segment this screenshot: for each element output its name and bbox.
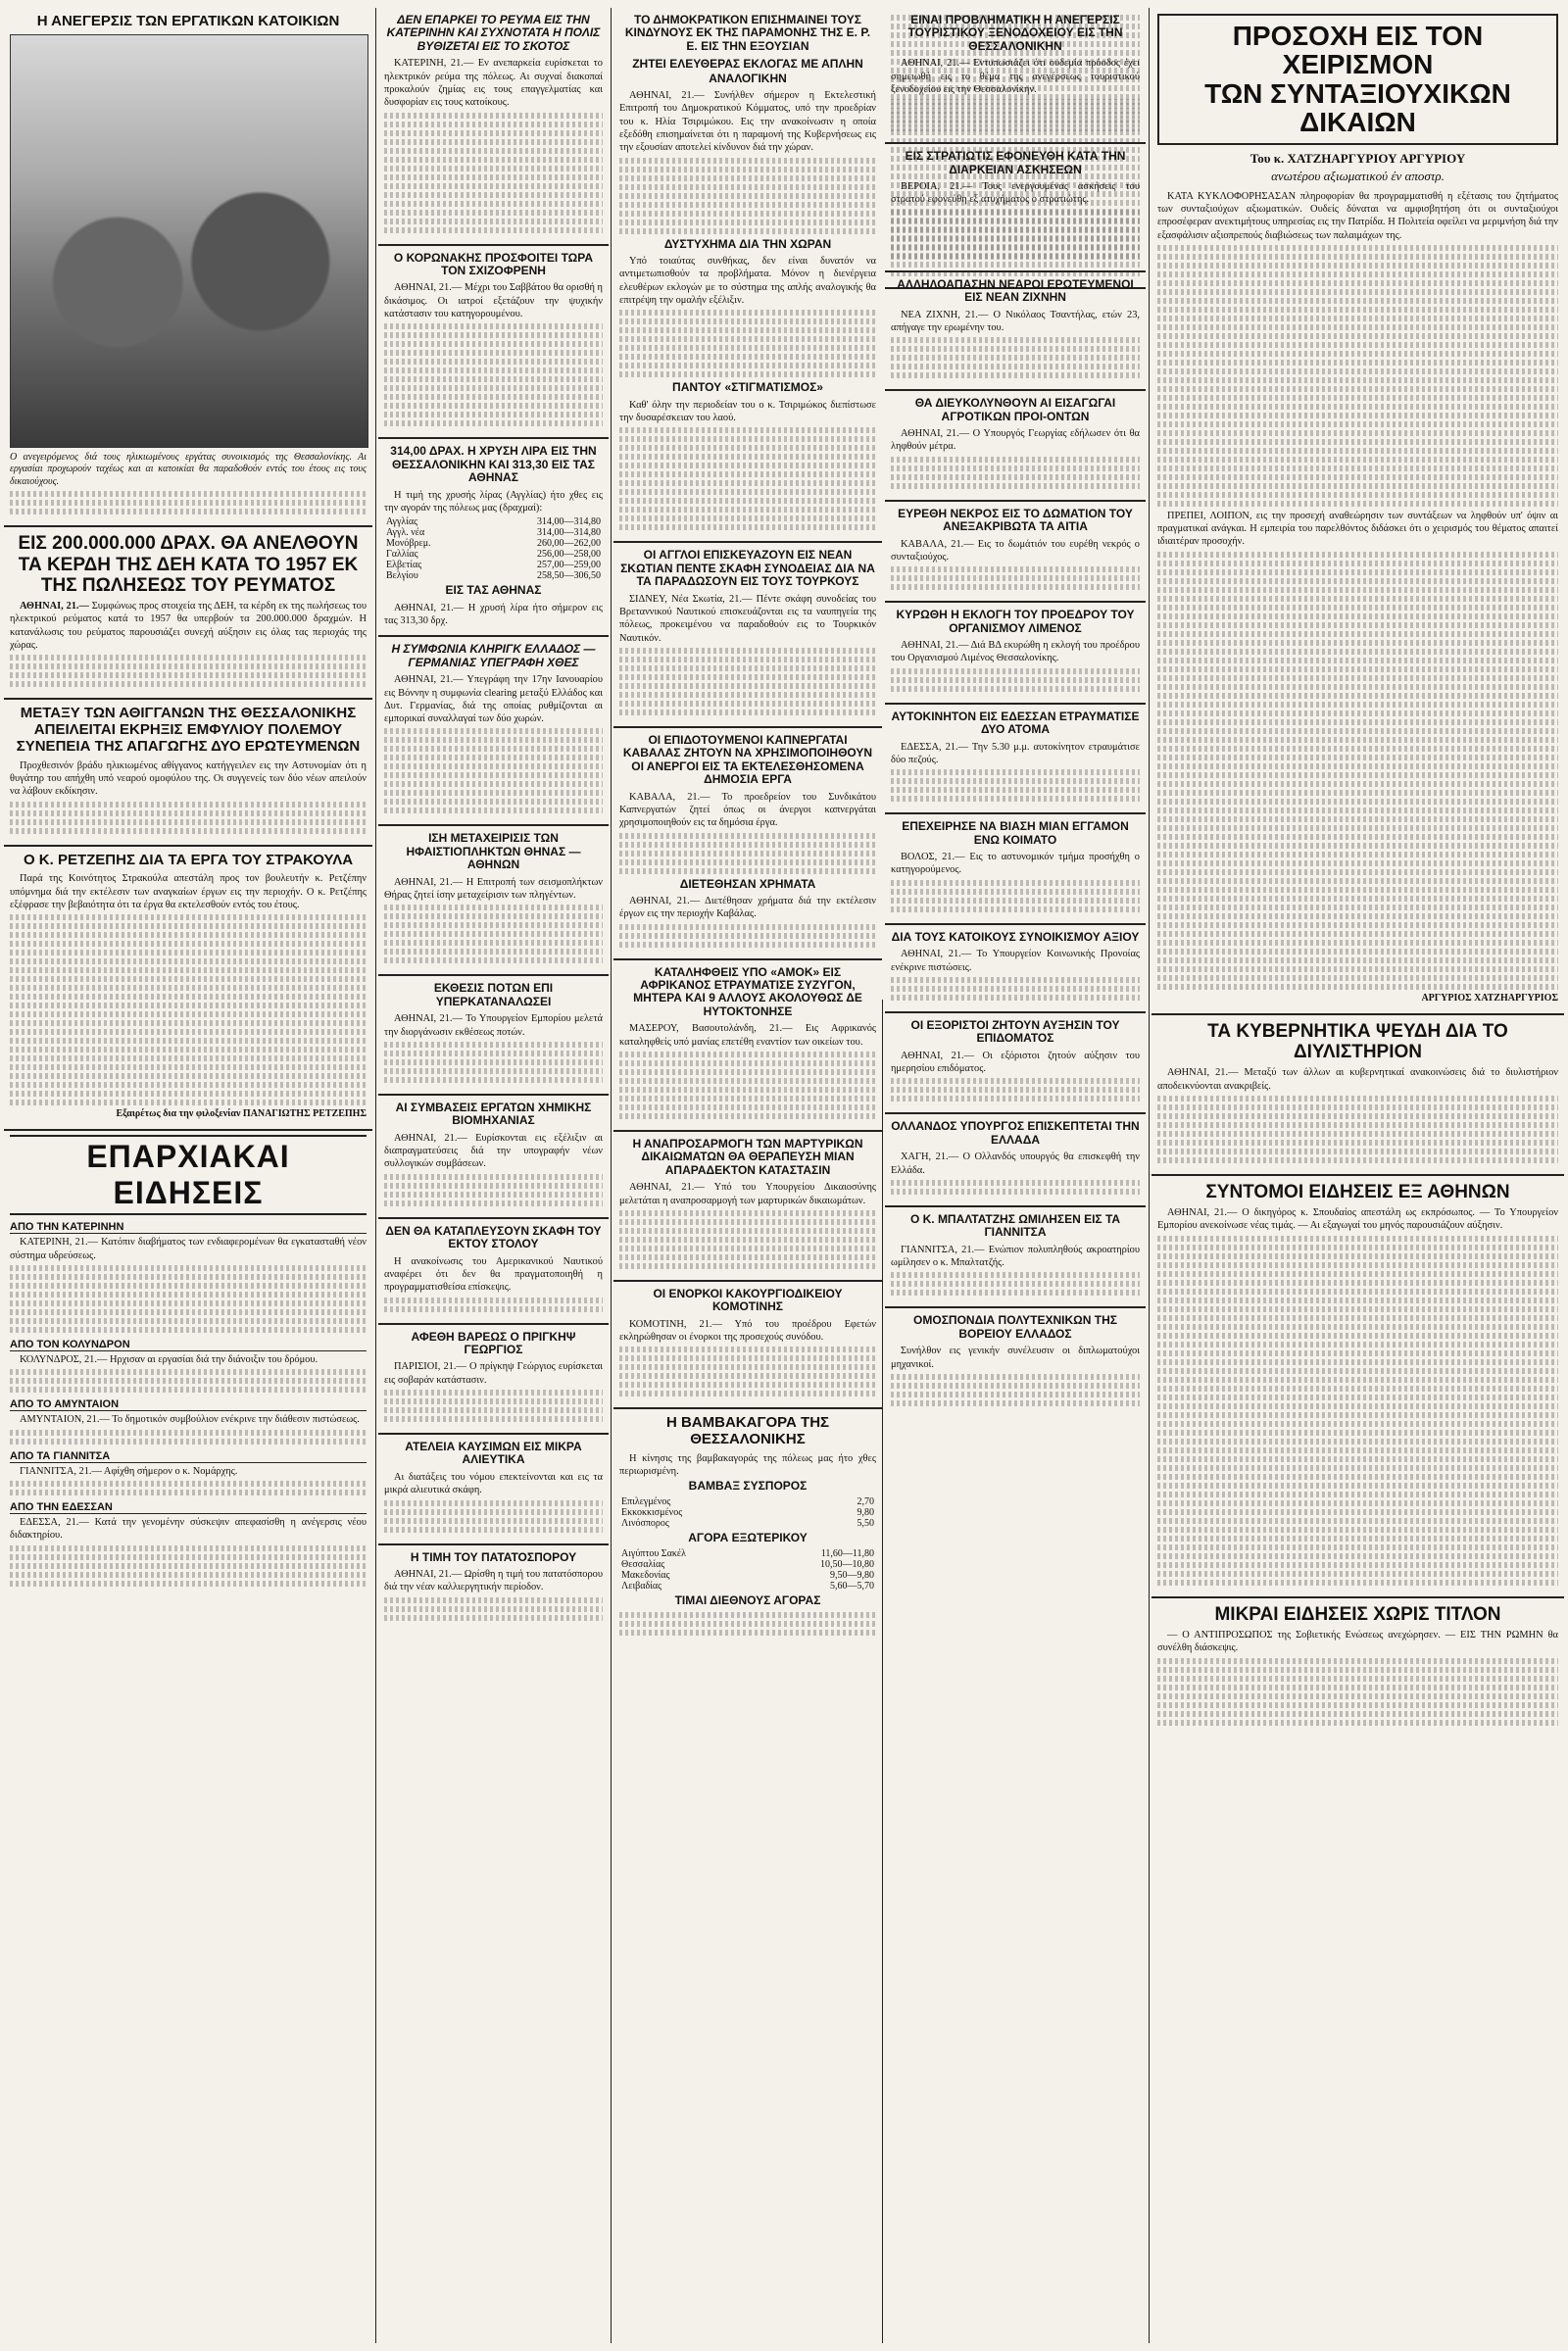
price-row: Αγγλίας 314,00—314,80 (386, 516, 601, 528)
exiles-body: ΑΘΗΝΑΙ, 21.— Οι εξόριστοι ζητούν αύξησιν του ημερησίου επιδόματος. (891, 1050, 1140, 1074)
hotel-body: ΑΘΗΝΑΙ, 21.— Εντυπωσιάζει ότι ουδεμία πρόοδος έχει σημειωθή εις το θέμα της ανεγέρσεως τουριστικού ξενοδοχείου εις την Θεσσαλονίκην. (891, 58, 1140, 95)
chemical-body: ΑΘΗΝΑΙ, 21.— Ευρίσκονται εις εξέλιξιν αι διαπραγματεύσεις διά την υπογραφήν νέων συλλογικών συμβάσεων. (384, 1132, 603, 1170)
volcano-article (378, 826, 609, 976)
retzepis-body: Παρά της Κοινότητος Στρακούλα απεστάλη προς τον βουλευτήν κ. Ρετζέπην υπόμνημα διά την εκτέλεσιν των αναγκαίων έργων εις την περιοχήν. Ο κ. Ρετζέπης εξέφρασε την βεβαιότητα ότι τα έργα θα εκτελεσθούν εντός του έτους. (10, 873, 367, 911)
provincial-section-text: ΑΜΥΝΤΑΙΟΝ, 21.— Το δημοτικόν συμβούλιον ενέκρινε την διάθεσιν πιστώσεως. (20, 1414, 360, 1426)
column-rule (1149, 8, 1150, 2343)
angloi-body: ΣΙΔΝΕΥ, Νέα Σκωτία, 21.— Πέντε σκάφη συνοδείας του Βρεταννικού Ναυτικού επισκευάζονται εις τα ναυπηγεία της πόλεως, προκειμένου να παραδοθούν εις το Τουρκικόν Ναυτικόν. (619, 593, 876, 644)
provincial-section-text: ΕΔΕΣΣΑ, 21.— Κατά την γενομένην σύσκεψιν απεφασίσθη η ανέγερσις νέου διδακτηρίου. (10, 1516, 367, 1542)
provincial-section-head: ΑΠΟ ΤΟΝ ΚΟΛΥΝΔΡΟΝ (10, 1339, 367, 1351)
settlement-body: ΑΘΗΝΑΙ, 21.— Το Υπουργείον Κοινωνικής Προνοίας ενέκρινε πιστώσεις. (891, 949, 1140, 973)
cotton-intro: Η κίνησις της βαμβακαγοράς της πόλεως μας ήτο χθες περιωρισμένη. (619, 1452, 876, 1478)
fleet-article (378, 1219, 609, 1325)
misc-news (1152, 1598, 1564, 1737)
settlement-article (885, 925, 1146, 1013)
column-rule (611, 8, 612, 2343)
lovers-headline: ΑΛΛΗΛΟΑΠΑΣΗΝ ΝΕΑΡΟΙ ΕΡΩΤΕΥΜΕΝΟΙ ΕΙΣ ΝΕΑΝ ΖΙΧΝΗΝ (897, 276, 1134, 305)
price-row: Αιγύπτου Σακέλ 11,60—11,80 (621, 1548, 874, 1560)
potato-headline: Η ΤΙΜΗ ΤΟΥ ΠΑΤΑΤΟΣΠΟΡΟΥ (410, 1549, 577, 1564)
provincial-section-text: ΚΑΤΕΡΙΝΗ, 21.— Κατόπιν διαβήματος των ενδιαφερομένων θα εγκατασταθή νέον σύστημα υδρεύσεως. (10, 1237, 367, 1261)
price-row: Μονόβρεμ. 260,00—262,00 (386, 538, 601, 550)
clearing-article (378, 637, 609, 826)
democratic-subhead-2: ΔΥΣΤΥΧΗΜΑ ΔΙΑ ΤΗΝ ΧΩΡΑΝ (663, 236, 832, 251)
hotel-headline: ΕΙΝΑΙ ΠΡΟΒΛΗΜΑΤΙΚΗ Η ΑΝΕΓΕΡΣΙΣ ΤΟΥΡΙΣΤΙΚΟΥ ΞΕΝΟΔΟΧΕΙΟΥ ΕΙΣ ΤΗΝ ΘΕΣΣΑΛΟΝΙΚΗΝ (907, 13, 1123, 53)
pantou-body: Καθ' όλην την περιοδείαν του ο κ. Τσιριμώκος διεπίστωσε την δυσαρέσκειαν του λαού. (619, 399, 876, 423)
price-row: Θεσσαλίας 10,50—10,80 (621, 1559, 874, 1571)
fuel-body: Αι διατάξεις του νόμου επεκτείνονται και εις τα μικρά αλιευτικά σκάφη. (384, 1471, 603, 1496)
lovers-body: ΝΕΑ ΖΙΧΝΗ, 21.— Ο Νικόλαος Τσαντήλας, ετών 23, απήγαγε την ερωμένην του. (891, 309, 1140, 333)
price-row: Βελγίου 258,50—306,50 (386, 570, 601, 582)
democratic-subheadline: ΖΗΤΕΙ ΕΛΕΥΘΕΡΑΣ ΕΚΛΟΓΑΣ ΜΕ ΑΠΛΗΝ ΑΝΑΛΟΓΙΚΗΝ (632, 57, 863, 85)
engineers-headline: ΟΜΟΣΠΟΝΔΙΑ ΠΟΛΥΤΕΧΝΙΚΩΝ ΤΗΣ ΒΟΡΕΙΟΥ ΕΛΛΑΔΟΣ (913, 1313, 1117, 1341)
car-article (885, 705, 1146, 815)
koronakis-headline: Ο ΚΟΡΩΝΑΚΗΣ ΠΡΟΣΦΟΙΤΕΙ ΤΩΡΑ ΤΟΝ ΣΧΙΖΟΦΡΕΝΗ (393, 250, 594, 277)
column-rule (375, 8, 376, 2343)
amok-headline: ΚΑΤΑΛΗΦΘΕΙΣ ΥΠΟ «ΑΜΟΚ» ΕΙΣ ΑΦΡΙΚΑΝΟΣ ΕΤΡΑΥΜΑΤΙΣΕ ΣΥΖΥΓΟΝ, ΜΗΤΕΡΑ ΚΑΙ 9 ΑΛΛΟΥΣ ΑΚΟΛΟΥΘΩΣ ΔΕ ΗΥΤΟΚΤΟΝΗΣΕ (633, 964, 862, 1018)
cotton-subhead-2: ΑΓΟΡΑ ΕΞΩΤΕΡΙΚΟΥ (688, 1531, 808, 1544)
chemical-headline: ΑΙ ΣΥΜΒΑΣΕΙΣ ΕΡΓΑΤΩΝ ΧΗΜΙΚΗΣ ΒΙΟΜΗΧΑΝΙΑΣ (395, 1100, 592, 1128)
drinks-headline: ΕΚΘΕΣΙΣ ΠΟΤΩΝ ΕΠΙ ΥΠΕΡΚΑΤΑΝΑΛΩΣΕΙ (433, 981, 554, 1008)
short-news (1152, 1176, 1564, 1598)
pensions-article (1152, 8, 1564, 1015)
photo-caption: Ο ανεγειρόμενος διά τους ηλικιωμένους εργάτας συνοικισμός της Θεσσαλονίκης. Αι εργασίαι προχωρούν ταχέως και αι κατοικίαι θα παραδοθούν εντός του έτους εις τους δικαιούχους. (10, 451, 367, 487)
settlement-headline: ΔΙΑ ΤΟΥΣ ΚΑΤΟΙΚΟΥΣ ΣΥΝΟΙΚΙΣΜΟΥ ΑΞΙΟΥ (891, 929, 1140, 944)
price-row: Αγγλ. νέα 314,00—314,80 (386, 527, 601, 539)
provincial-section-head: ΑΠΟ ΤΗΝ ΕΔΕΣΣΑΝ (10, 1501, 367, 1514)
pensions-title-line-2: ΤΩΝ ΣΥΝΤΑΞΙΟΥΧΙΚΩΝ ΔΙΚΑΙΩΝ (1204, 77, 1511, 138)
chemical-article (378, 1096, 609, 1219)
misc-news-headline: ΜΙΚΡΑΙ ΕΙΔΗΣΕΙΣ ΧΩΡΙΣ ΤΙΤΛΟΝ (1214, 1603, 1501, 1625)
jurors-headline: ΟΙ ΕΝΟΡΚΟΙ ΚΑΚΟΥΡΓΙΟΔΙΚΕΙΟΥ ΚΟΜΟΤΙΝΗΣ (653, 1286, 843, 1314)
refinery-article (1152, 1015, 1564, 1176)
car-headline: ΑΥΤΟΚΙΝΗΤΟΝ ΕΙΣ ΕΔΕΣΣΑΝ ΕΤΡΑΥΜΑΤΙΣΕ ΔΥΟ ΑΤΟΜΑ (891, 709, 1140, 737)
lovers-article (885, 272, 1146, 392)
dead-body: ΚΑΒΑΛΑ, 21.— Εις το δωμάτιόν του ευρέθη νεκρός ο συνταξιούχος. (891, 538, 1140, 563)
pensions-byline: Του κ. ΧΑΤΖΗΑΡΓΥΡΙΟΥ ΑΡΓΥΡΙΟΥ (1250, 150, 1466, 166)
provincial-section-head: ΑΠΟ ΤΟ ΑΜΥΝΤΑΙΟΝ (10, 1398, 367, 1411)
cotton-market (613, 1409, 882, 1645)
jurors-article (613, 1282, 882, 1410)
democratic-headline: ΤΟ ΔΗΜΟΚΡΑΤΙΚΟΝ ΕΠΙΣΗΜΑΙΝΕΙ ΤΟΥΣ ΚΙΝΔΥΝΟΥΣ ΕΚ ΤΗΣ ΠΑΡΑΜΟΝΗΣ ΤΗΣ Ε. Ρ. Ε. ΕΙΣ ΤΗΝ ΕΞΟΥΣΙΑΝ (624, 13, 871, 53)
angloi-article (613, 543, 882, 728)
column-1 (4, 8, 372, 2343)
price-row: Επιλεγμένος 2,70 (621, 1496, 874, 1507)
misc-news-body: — Ο ΑΝΤΙΠΡΟΣΩΠΟΣ της Σοβιετικής Ενώσεως ανεχώρησεν. — ΕΙΣ ΤΗΝ ΡΩΜΗΝ θα συνέλθη διάσκεψις. (1157, 1630, 1558, 1654)
pantou-subhead: ΠΑΝΤΟΥ «ΣΤΙΓΜΑΤΙΣΜΟΣ» (672, 380, 823, 395)
refinery-body: ΑΘΗΝΑΙ, 21.— Μεταξύ των άλλων αι κυβερνητικαί ανακοινώσεις διά το διυλιστήριον αποδεικνύονται ανακριβείς. (1157, 1067, 1558, 1092)
price-row: Λινόσπορος 5,50 (621, 1518, 874, 1529)
gold-price-table (384, 516, 603, 581)
witness-body: ΑΘΗΝΑΙ, 21.— Υπό του Υπουργείου Δικαιοσύνης μελετάται η αναπροσαρμογή των μαρτυρικών δικαιωμάτων. (619, 1182, 876, 1206)
exiles-article (885, 1013, 1146, 1115)
retzepis-headline: Ο Κ. ΡΕΤΖΕΠΗΣ ΔΙΑ ΤΑ ΕΡΓΑ ΤΟΥ ΣΤΡΑΚΟΥΛΑ (23, 851, 354, 868)
car-body: ΕΔΕΣΣΑ, 21.— Την 5.30 μ.μ. αυτοκίνητον ετραυμάτισε δύο πεζούς. (891, 741, 1140, 765)
democratic-body: ΑΘΗΝΑΙ, 21.— Συνήλθεν σήμερον η Εκτελεστική Επιτροπή του Δημοκρατικού Κόμματος, υπό την προεδρίαν του κ. Ηλία Τσιριμώκου. Εις την ανακοίνωσιν η οποία εξεδόθη επισημαίνεται ότι η παραμονή της Κυβερνήσεως εις την εξουσίαν αποτελεί κίνδυνον διά την χώραν. (619, 90, 876, 154)
angloi-headline: ΟΙ ΑΓΓΛΟΙ ΕΠΙΣΚΕΥΑΖΟΥΝ ΕΙΣ ΝΕΑΝ ΣΚΩΤΙΑΝ ΠΕΝΤΕ ΣΚΑΦΗ ΣΥΝΟΔΕΙΑΣ ΔΙΑ ΝΑ ΤΑ ΠΑΡΑΔΩΣΟΥΝ ΕΙΣ ΤΟΥΣ ΤΟΥΡΚΟΥΣ (620, 548, 875, 589)
cotton-price-table-2 (619, 1548, 876, 1592)
pensions-title-box (1157, 14, 1558, 145)
power-article (378, 8, 609, 246)
tobacco-article (613, 728, 882, 960)
price-row: Μακεδονίας 9,50—9,80 (621, 1570, 874, 1582)
assault-headline: ΕΠΕΧΕΙΡΗΣΕ ΝΑ ΒΙΑΣΗ ΜΙΑΝ ΕΓΓΑΜΟΝ ΕΝΩ ΚΟΙΜΑΤΟ (902, 819, 1129, 847)
prince-headline: ΑΦΕΘΗ ΒΑΡΕΩΣ Ο ΠΡΙΓΚΗΨ ΓΕΩΡΓΙΟΣ (411, 1329, 576, 1356)
koronakis-body: ΑΘΗΝΑΙ, 21.— Μέχρι του Σαββάτου θα ορισθή η δικάσιμος. Οι ιατροί εξετάζουν την ψυχικήν κατάστασιν του κατηγορουμένου. (384, 282, 603, 320)
amok-body: ΜΑΣΕΡΟΥ, Βασουτολάνδη, 21.— Εις Αφρικανός καταληφθείς υπό μανίας επετέθη εναντίον των οικείων του. (619, 1023, 876, 1048)
gold-headline: 314,00 ΔΡΑΧ. Η ΧΡΥΣΗ ΛΙΡΑ ΕΙΣ ΤΗΝ ΘΕΣΣΑΛΟΝΙΚΗΝ ΚΑΙ 313,30 ΕΙΣ ΤΑΣ ΑΘΗΝΑΣ (390, 444, 597, 485)
democratic-article (613, 8, 882, 543)
pensions-body-2: ΠΡΕΠΕΙ, ΛΟΙΠΟΝ, εις την προσεχή αναθεώρησιν των συντάξεων να ληφθούν υπ' όψιν αι πραγματικαί ανάγκαι. Η εμπειρία του παρελθόντος διδάσκει ότι ο χειρισμός του θέματος απαιτεί ιδιαιτέραν προσοχήν. (1157, 510, 1558, 548)
athiggani-body: Προχθεσινόν βράδυ ηλικιωμένος αθίγγανος κατήγγειλεν εις την Αστυνομίαν ότι η θυγάτηρ του απήχθη υπό νεαρού ομοφύλου της. Οι συγγενείς των δύο νέων απειλούν να λάβουν εκδίκησιν. (10, 759, 367, 798)
prince-body: ΠΑΡΙΣΙΟΙ, 21.— Ο πρίγκηψ Γεώργιος ευρίσκεται εις σοβαράν κατάστασιν. (384, 1361, 603, 1386)
column-3 (613, 8, 882, 2343)
retzepis-signature: Εξαιρέτως δια την φιλοξενίαν ΠΑΝΑΓΙΩΤΗΣ ΡΕΤΖΕΠΗΣ (116, 1108, 367, 1120)
provincial-section-text: ΚΟΛΥΝΔΡΟΣ, 21.— Ηρχισαν αι εργασίαι διά την διάνοιξιν του δρόμου. (20, 1354, 318, 1366)
imports-body: ΑΘΗΝΑΙ, 21.— Ο Υπουργός Γεωργίας εδήλωσεν ότι θα ληφθούν μέτρα. (891, 428, 1140, 453)
clearing-body: ΑΘΗΝΑΙ, 21.— Υπεγράφη την 17ην Ιανουαρίου εις Βόννην η συμφωνία clearing μεταξύ Ελλάδος και Δυτ. Γερμανίας, διά της οποίας ρυθμίζονται αι εμπορικαί συναλλαγαί των δύο χωρών. (384, 674, 603, 725)
potato-article (378, 1545, 609, 1632)
exiles-headline: ΟΙ ΕΞΟΡΙΣΤΟΙ ΖΗΤΟΥΝ ΑΥΞΗΣΙΝ ΤΟΥ ΕΠΙΔΟΜΑΤΟΣ (910, 1017, 1120, 1046)
witness-headline: Η ΑΝΑΠΡΟΣΑΡΜΟΓΗ ΤΩΝ ΜΑΡΤΥΡΙΚΩΝ ΔΙΚΑΙΩΜΑΤΩΝ ΘΑ ΘΕΡΑΠΕΥΣΗ ΜΙΑΝ ΑΠΑΡΑΔΕΚΤΟΝ ΚΑΤΑΣΤΑΣΙΝ (632, 1136, 863, 1177)
dei-headline: ΕΙΣ 200.000.000 ΔΡΑΧ. ΘΑ ΑΝΕΛΘΟΥΝ ΤΑ ΚΕΡΔΗ ΤΗΣ ΔΕΗ ΚΑΤΑ ΤΟ 1957 ΕΚ ΤΗΣ ΠΩΛΗΣΕΩΣ ΤΟΥ ΡΕΥΜΑΤΟΣ (18, 533, 359, 596)
prince-article (378, 1325, 609, 1436)
port-article (885, 603, 1146, 705)
gold-intro: Η τιμή της χρυσής λίρας (Αγγλίας) ήτο χθες εις την αγοράν της πόλεως μας (δραχμαί): (384, 489, 603, 514)
amok-article (613, 960, 882, 1132)
photo-headline: Η ΑΝΕΓΕΡΣΙΣ ΤΩΝ ΕΡΓΑΤΙΚΩΝ ΚΑΤΟΙΚΙΩΝ (36, 13, 340, 29)
price-row: Γαλλίας 256,00—258,00 (386, 549, 601, 561)
tobacco-body-2: ΑΘΗΝΑΙ, 21.— Διετέθησαν χρήματα διά την εκτέλεσιν έργων εις την περιοχήν Καβάλας. (619, 895, 876, 920)
dead-headline: ΕΥΡΕΘΗ ΝΕΚΡΟΣ ΕΙΣ ΤΟ ΔΩΜΑΤΙΟΝ ΤΟΥ ΑΝΕΞΑΚΡΙΒΩΤΑ ΤΑ ΑΙΤΙΑ (898, 506, 1133, 534)
dutch-body: ΧΑΓΗ, 21.— Ο Ολλανδός υπουργός θα επισκεφθή την Ελλάδα. (891, 1151, 1140, 1176)
drinks-article (378, 976, 609, 1096)
price-row: Εκκοκκισμένος 9,80 (621, 1507, 874, 1518)
hotel-article (885, 8, 1146, 144)
clearing-headline: Η ΣΥΜΦΩΝΙΑ ΚΛΗΡΙΓΚ ΕΛΛΑΔΟΣ — ΓΕΡΜΑΝΙΑΣ ΥΠΕΓΡΑΦΗ ΧΘΕΣ (391, 642, 596, 669)
witness-article (613, 1132, 882, 1282)
assault-body: ΒΟΛΟΣ, 21.— Εις το αστυνομικόν τμήμα προσήχθη ο κατηγορούμενος. (891, 852, 1140, 876)
engineers-body: Συνήλθον εις γενικήν συνέλευσιν οι διπλωματούχοι μηχανικοί. (891, 1346, 1140, 1370)
power-body: ΚΑΤΕΡΙΝΗ, 21.— Εν ανεπαρκεία ευρίσκεται το ηλεκτρικόν ρεύμα της πόλεως. Αι συχναί διακοπαί προκαλούν ζημίας εις τους επαγγελματίας και δυσφορίαν εις τους κατοίκους. (384, 58, 603, 109)
fuel-article (378, 1435, 609, 1545)
dutch-article (885, 1114, 1146, 1207)
fleet-headline: ΔΕΝ ΘΑ ΚΑΤΑΠΛΕΥΣΟΥΝ ΣΚΑΦΗ ΤΟΥ ΕΚΤΟΥ ΣΤΟΛΟΥ (385, 1223, 602, 1251)
baltatzis-headline: Ο Κ. ΜΠΑΛΤΑΤΖΗΣ ΩΜΙΛΗΣΕΝ ΕΙΣ ΤΑ ΓΙΑΝΝΙΤΣΑ (909, 1211, 1121, 1240)
photo-article (4, 8, 372, 527)
pensions-title-line-1: ΠΡΟΣΟΧΗ ΕΙΣ ΤΟΝ ΧΕΙΡΙΣΜΟΝ (1232, 21, 1484, 80)
tobacco-body: ΚΑΒΑΛΑ, 21.— Το προεδρείον του Συνδικάτου Καπνεργατών ζητεί όπως οι άνεργοι καπνεργάται χρησιμοποιηθούν εις τα δημόσια έργα. (619, 791, 876, 829)
provincial-news (4, 1135, 372, 1586)
engineers-article (885, 1308, 1146, 1417)
port-body: ΑΘΗΝΑΙ, 21.— Διά ΒΔ εκυρώθη η εκλογή του προέδρου του Οργανισμού Λιμένος Θεσσαλονίκης. (891, 640, 1140, 664)
jurors-body: ΚΟΜΟΤΙΝΗ, 21.— Υπό του προέδρου Εφετών εκληρώθησαν οι ένορκοι της προσεχούς συνόδου. (619, 1318, 876, 1344)
soldier-article (885, 144, 1146, 272)
koronakis-article (378, 246, 609, 440)
power-headline: ΔΕΝ ΕΠΑΡΚΕΙ ΤΟ ΡΕΥΜΑ ΕΙΣ ΤΗΝ ΚΑΤΕΡΙΝΗΝ ΚΑΙ ΣΥΧΝΟΤΑΤΑ Η ΠΟΛΙΣ ΒΥΘΙΖΕΤΑΙ ΕΙΣ ΤΟ ΣΚΟΤΟΣ (386, 13, 601, 53)
refinery-headline: ΤΑ ΚΥΒΕΡΝΗΤΙΚΑ ΨΕΥΔΗ ΔΙΑ ΤΟ ΔΙΥΛΙΣΤΗΡΙΟΝ (1207, 1020, 1508, 1063)
soldier-headline: ΕΙΣ ΣΤΡΑΤΙΩΤΙΣ ΕΦΟΝΕΥΘΗ ΚΑΤΑ ΤΗΝ ΔΙΑΡΚΕΙΑΝ ΑΣΚΗΣΕΩΝ (905, 149, 1126, 176)
imports-headline: ΘΑ ΔΙΕΥΚΟΛΥΝΘΟΥΝ ΑΙ ΕΙΣΑΓΩΓΑΙ ΑΓΡΟΤΙΚΩΝ ΠΡΟΙ-ΟΝΤΩΝ (914, 396, 1116, 423)
port-headline: ΚΥΡΩΘΗ Η ΕΚΛΟΓΗ ΤΟΥ ΠΡΟΕΔΡΟΥ ΤΟΥ ΟΡΓΑΝΙΣΜΟΥ ΛΙΜΕΝΟΣ (896, 608, 1135, 635)
tobacco-subhead: ΔΙΕΤΕΘΗΣΑΝ ΧΡΗΜΑΤΑ (679, 876, 816, 891)
imports-article (885, 391, 1146, 502)
potato-body: ΑΘΗΝΑΙ, 21.— Ωρίσθη η τιμή του πατατόσπορου διά την νέαν καλλιεργητικήν περίοδον. (384, 1568, 604, 1593)
column-6 (1152, 8, 1564, 2343)
provincial-section-head: ΑΠΟ ΤΑ ΓΙΑΝΝΙΤΣΑ (10, 1450, 367, 1463)
column-5 (885, 8, 1146, 2343)
baltatzis-article (885, 1207, 1146, 1309)
price-row: Ελβετίας 257,00—259,00 (386, 560, 601, 571)
retzepis-article (4, 847, 372, 1132)
provincial-news-title: ΕΠΑΡΧΙΑΚΑΙ ΕΙΔΗΣΕΙΣ (10, 1135, 367, 1215)
tobacco-headline: ΟΙ ΕΠΙΔΟΤΟΥΜΕΝΟΙ ΚΑΠΝΕΡΓΑΤΑΙ ΚΑΒΑΛΑΣ ΖΗΤΟΥΝ ΝΑ ΧΡΗΣΙΜΟΠΟΙΗΘΟΥΝ ΟΙ ΑΝΕΡΓΟΙ ΕΙΣ ΤΑ ΕΚΤΕΛΕΣΘΗΣΟΜΕΝΑ ΔΗΜΟΣΙΑ ΕΡΓΑ (622, 732, 873, 787)
pensions-body: ΚΑΤΑ ΚΥΚΛΟΦΟΡΗΣΑΣΑΝ πληροφορίαν θα προγραμματισθή η εξέτασις του ζητήματος των συνταξιούχων αξιωματικών. Ουδείς δύναται να αμφισβητήση ότι οι συνταξιούχοι επροσέφεραν ανεκτιμήτους υπηρεσίας εις την Πατρίδα. Η Πολιτεία οφείλει να μεριμνήση διά την εξασφάλισιν αξιοπρεπούς διαβιώσεως των παλαιμάχων της. (1157, 190, 1558, 241)
athiggani-headline: ΜΕΤΑΞΥ ΤΩΝ ΑΘΙΓΓΑΝΩΝ ΤΗΣ ΘΕΣΣΑΛΟΝΙΚΗΣ ΑΠΕΙΛΕΙΤΑΙ ΕΚΡΗΞΙΣ ΕΜΦΥΛΙΟΥ ΠΟΛΕΜΟΥ ΣΥΝΕΠΕΙΑ ΤΗΣ ΑΠΑΓΩΓΗΣ ΔΥΟ ΕΡΩΤΕΥΜΕΝΩΝ (16, 705, 361, 755)
assault-article (885, 814, 1146, 925)
dutch-headline: ΟΛΛΑΝΔΟΣ ΥΠΟΥΡΓΟΣ ΕΠΙΣΚΕΠΤΕΤΑΙ ΤΗΝ ΕΛΛΑΔΑ (891, 1119, 1140, 1147)
dei-body: ΑΘΗΝΑΙ, 21.— Συμφώνως προς στοιχεία της ΔΕΗ, τα κέρδη εκ της πωλήσεως του ηλεκτρικού ρεύματος κατά το 1957 θα υπερβούν τα 200.000.000 δραχμών. Η κατανάλωσις του ρεύματος παρουσιάζει συνεχή αύξησιν εις όλας τας περιοχάς της χώρας. (10, 601, 367, 652)
cotton-price-table-1 (619, 1496, 876, 1529)
workers-housing-photo (10, 34, 368, 448)
gold-article (378, 439, 609, 637)
fuel-headline: ΑΤΕΛΕΙΑ ΚΑΥΣΙΜΩΝ ΕΙΣ ΜΙΚΡΑ ΑΛΙΕΥΤΙΚΑ (405, 1440, 582, 1467)
dead-article (885, 502, 1146, 604)
gold-athens-head: ΕΙΣ ΤΑΣ ΑΘΗΝΑΣ (445, 583, 542, 598)
dei-article (4, 527, 372, 700)
soldier-body: ΒΕΡΟΙΑ, 21.— Τους ενεργουμένας ασκήσεις του στρατού εφονεύθη εξ ατυχήματος ο στρατιώτης. (891, 181, 1140, 206)
fleet-body: Η ανακοίνωσις του Αμερικανικού Ναυτικού αναφέρει ότι δεν θα πραγματοποιηθή η προγραμματισθείσα επίσκεψις. (384, 1255, 603, 1294)
volcano-headline: ΙΣΗ ΜΕΤΑΧΕΙΡΙΣΙΣ ΤΩΝ ΗΦΑΙΣΤΙΟΠΛΗΚΤΩΝ ΘΗΝΑΣ — ΑΘΗΝΩΝ (406, 831, 581, 872)
short-news-body: ΑΘΗΝΑΙ, 21.— Ο δικηγόρος κ. Σπουδαίος απεστάλη ως εκπρόσωπος. — Το Υπουργείον Εμπορίου ανεκοίνωσε νέας τιμάς. — Αι εξαγωγαί του μηνός παρουσιάζουν αύξησιν. (1157, 1207, 1558, 1232)
gold-athens-body: ΑΘΗΝΑΙ, 21.— Η χρυσή λίρα ήτο σήμερον εις τας 313,30 δρχ. (384, 602, 603, 627)
cotton-title: Η ΒΑΜΒΑΚΑΓΟΡΑ ΤΗΣ ΘΕΣΣΑΛΟΝΙΚΗΣ (665, 1414, 830, 1448)
price-row: Λειβαδίας 5,60—5,70 (621, 1581, 874, 1592)
baltatzis-body: ΓΙΑΝΝΙΤΣΑ, 21.— Ενώπιον πολυπληθούς ακροατηρίου ωμίλησεν ο κ. Μπαλτατζής. (891, 1244, 1140, 1268)
short-news-headline: ΣΥΝΤΟΜΟΙ ΕΙΔΗΣΕΙΣ ΕΞ ΑΘΗΝΩΝ (1205, 1181, 1510, 1202)
pensions-signature: ΑΡΓΥΡΙΟΣ ΧΑΤΖΗΑΡΓΥΡΙΟΣ (1421, 992, 1558, 1004)
athiggani-article (4, 700, 372, 846)
democratic-body-2: Υπό τοιαύτας συνθήκας, δεν είναι δυνατόν να αντιμετωπισθούν τα προβλήματα. Μόνον η διενέργεια ελευθέρων εκλογών με το σύστημα της απλής αναλογικής θα επιτρέψη την ομαλήν εξέλιξιν. (619, 256, 876, 306)
cotton-subhead-1: ΒΑΜΒΑΞ ΣΥΣΠΟΡΟΣ (688, 1478, 808, 1493)
volcano-body: ΑΘΗΝΑΙ, 21.— Η Επιτροπή των σεισμοπλήκτων Θήρας ζητεί ίσην μεταχείρισιν των πληγέντων. (384, 876, 603, 902)
pensions-byline-sub: ανωτέρου αξιωματικού έν αποστρ. (1271, 168, 1445, 183)
cotton-subhead-3: ΤΙΜΑΙ ΔΙΕΘΝΟΥΣ ΑΓΟΡΑΣ (674, 1593, 821, 1608)
column-rule (882, 1000, 883, 2343)
drinks-body: ΑΘΗΝΑΙ, 21.— Το Υπουργείον Εμπορίου μελετά την διοργάνωσιν εκθέσεως ποτών. (384, 1013, 603, 1038)
provincial-section-text: ΓΙΑΝΝΙΤΣΑ, 21.— Αφίχθη σήμερον ο κ. Νομάρχης. (20, 1465, 238, 1477)
provincial-section-head: ΑΠΟ ΤΗΝ ΚΑΤΕΡΙΝΗΝ (10, 1221, 367, 1234)
column-2 (378, 8, 609, 2343)
